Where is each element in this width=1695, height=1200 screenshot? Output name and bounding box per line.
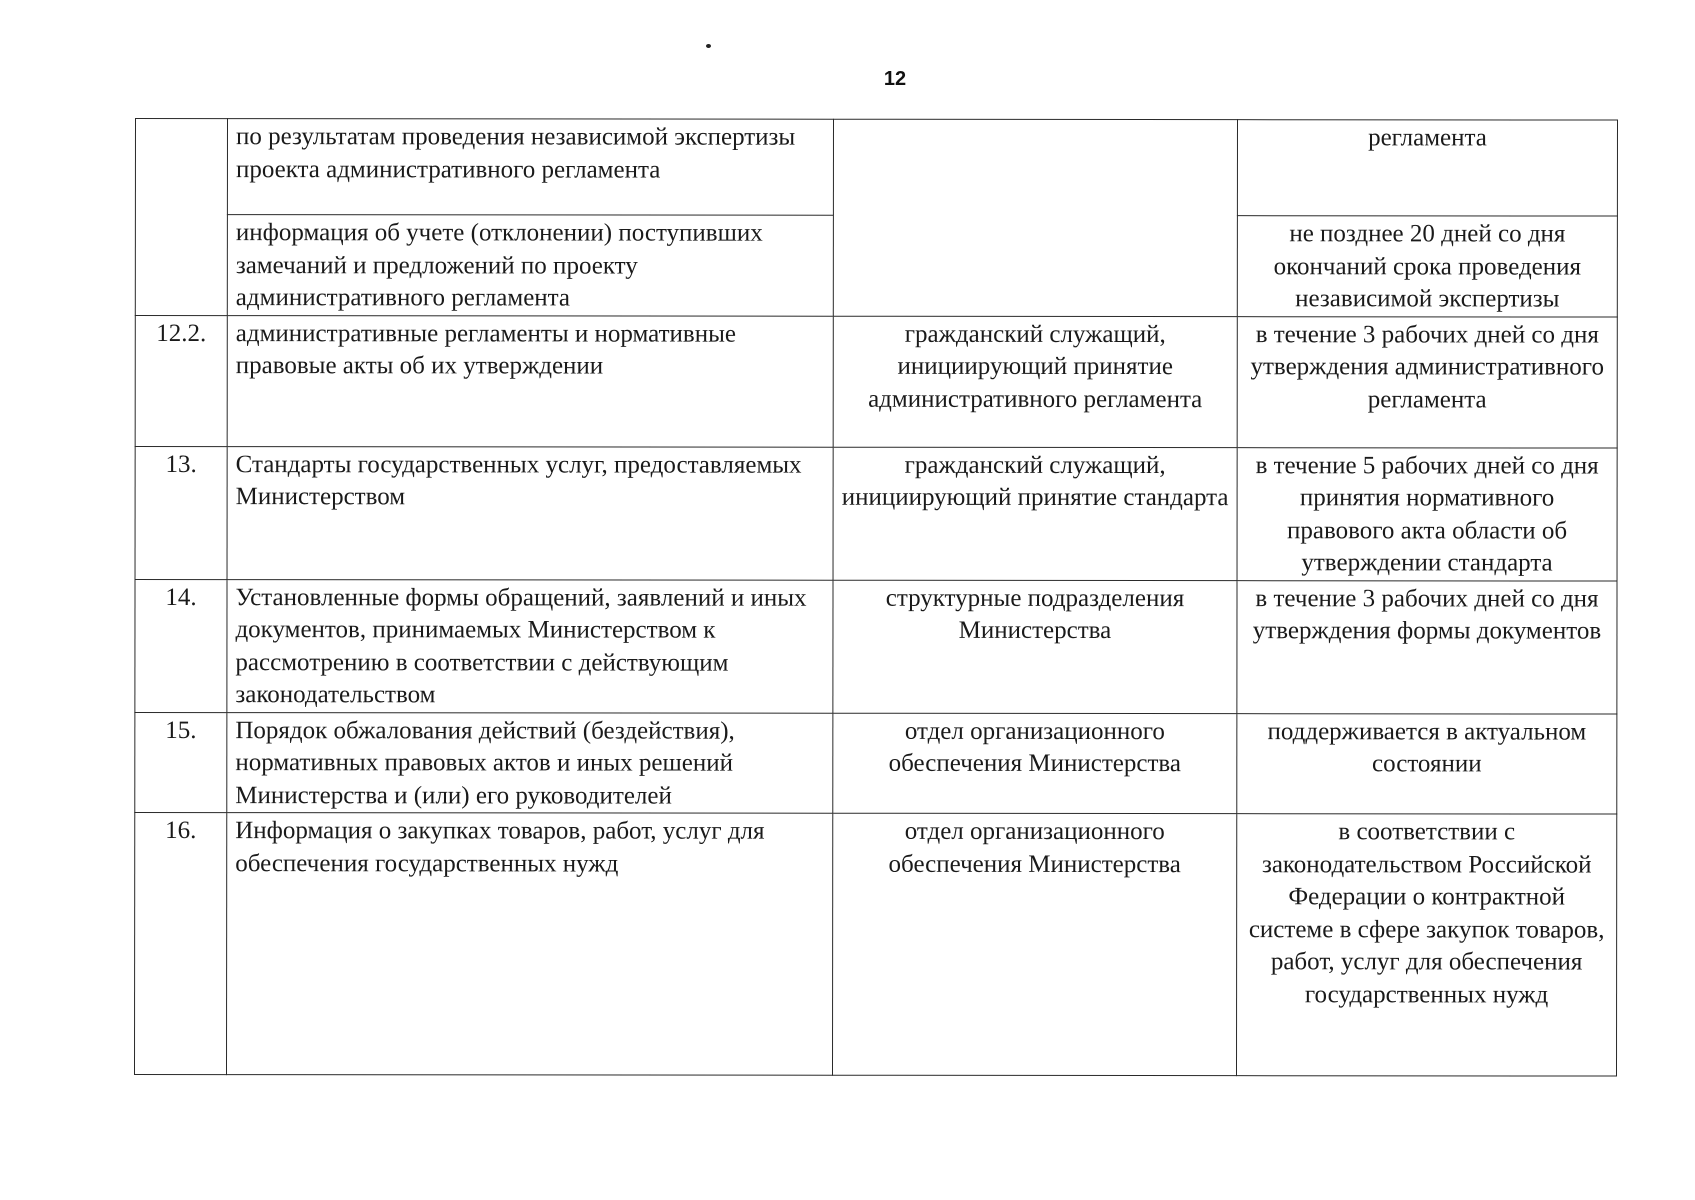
item-name: Установленные формы обращений, заявлений и иных документов, принимаемых Министерством к рассмотрению в соответствии с действующим законодательством	[227, 579, 833, 713]
responsible-cell: гражданский служащий, инициирующий принятие административного регламента	[833, 316, 1237, 447]
row-number: 16.	[134, 813, 226, 1075]
table-row	[134, 813, 1616, 1077]
information-table	[134, 118, 1618, 1077]
deadline-cell: в течение 3 рабочих дней со дня утверждения административного регламента	[1237, 316, 1617, 447]
item-name: Порядок обжалования действий (бездействия), нормативных правовых актов и иных решений Министерства и (или) его руководителей	[227, 712, 833, 813]
item-name: Информация о закупках товаров, работ, услуг для обеспечения государственных нужд	[226, 813, 832, 1076]
page-number: 12	[883, 68, 907, 90]
responsible-cell: отдел организационного обеспечения Министерства	[833, 713, 1237, 814]
row-number: 14.	[135, 579, 227, 712]
row-number: 13.	[135, 446, 227, 579]
table-row	[135, 579, 1617, 714]
table-row	[135, 712, 1617, 814]
deadline-cell: не позднее 20 дней со дня окончаний срока проведения независимой экспертизы	[1237, 216, 1617, 317]
deadline-cell: поддерживается в актуальном состоянии	[1237, 713, 1617, 814]
responsible-cell: структурные подразделения Министерства	[833, 580, 1237, 713]
item-name: Стандарты государственных услуг, предоставляемых Министерством	[227, 446, 833, 580]
table-row	[135, 315, 1617, 448]
deadline-cell: в течение 5 рабочих дней со дня принятия нормативного правового акта области об утверждении стандарта	[1237, 447, 1617, 580]
responsible-cell	[833, 119, 1237, 316]
row-number	[135, 119, 227, 316]
responsible-cell: отдел организационного обеспечения Министерства	[832, 813, 1236, 1075]
item-name: административные регламенты и нормативные правовые акты об их утверждении	[227, 315, 833, 447]
scan-speck	[706, 44, 711, 48]
deadline-cell: в течение 3 рабочих дней со дня утверждения формы документов	[1237, 580, 1617, 713]
responsible-cell: гражданский служащий, инициирующий принятие стандарта	[833, 447, 1237, 580]
row-number: 15.	[135, 712, 227, 813]
row-number: 12.2.	[135, 315, 227, 446]
table-row	[135, 446, 1617, 581]
deadline-cell: в соответствии с законодательством Российской Федерации о контрактной системе в сфере закупок товаров, работ, услуг для обеспечения государственных нужд	[1236, 814, 1616, 1076]
item-name: по результатам проведения независимой экспертизы проекта административного регламента	[227, 119, 833, 216]
item-name: информация об учете (отклонении) поступивших замечаний и предложений по проекту административного регламента	[227, 215, 833, 316]
table-row	[135, 119, 1617, 217]
deadline-cell: регламента	[1237, 120, 1617, 216]
